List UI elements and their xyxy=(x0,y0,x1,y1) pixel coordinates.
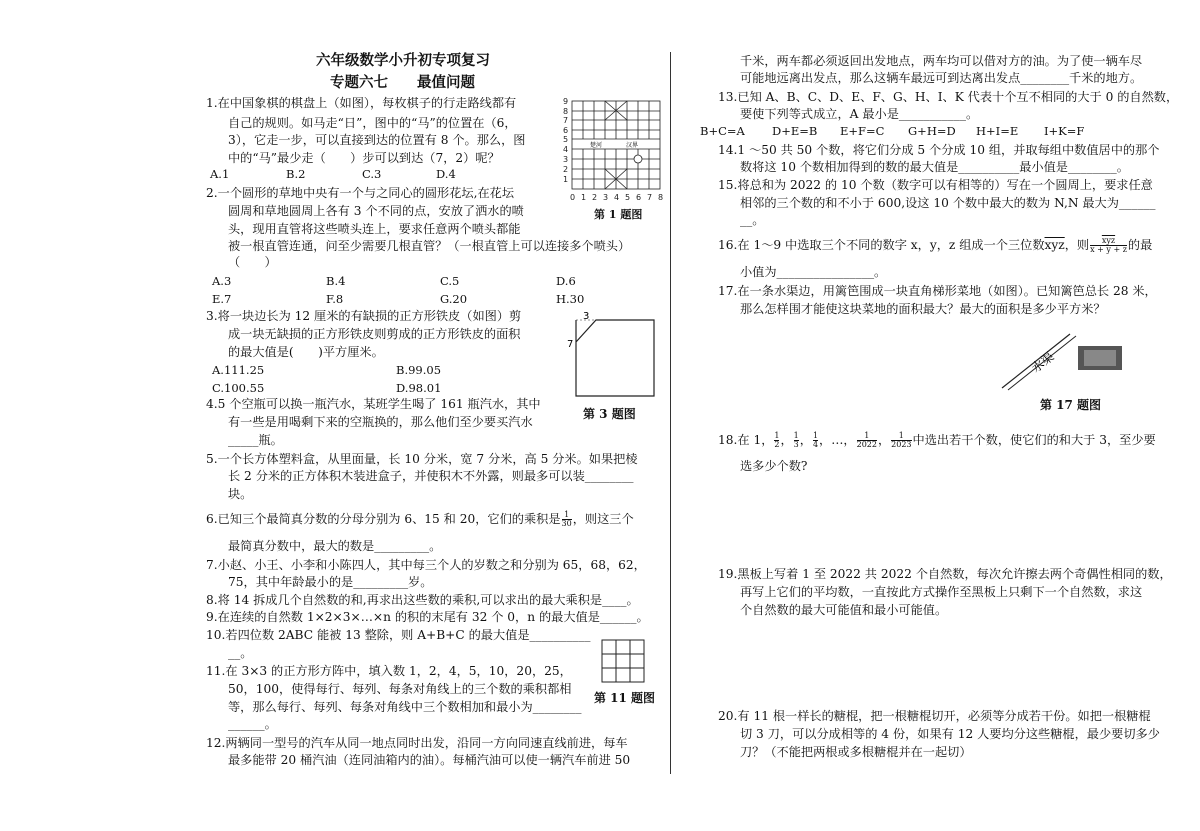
question-line: 19.黑板上写着 1 至 2022 共 2022 个自然数，每次允许擦去两个奇偶性相同的数， xyxy=(718,567,1172,581)
svg-text:3: 3 xyxy=(603,193,609,202)
fraction: $\frac{1}{2023}$ xyxy=(891,431,912,449)
question-line: 18.在 1， $\frac{1}{2}$ ， $\frac{1}{3}$ ， $\frac{1}{4}$ ，…， $\frac{1}{2022}$ ， $\frac{1}{2023}$ 中选出若干个数，使它们的和大于 3，至少要 xyxy=(718,431,1156,449)
question-line: _____瓶。 xyxy=(228,433,283,447)
question-line: 自己的规则。如马走“日”，图中的“马”的位置在（6， xyxy=(228,116,517,130)
question-line: 13.已知 A、B、C、D、E、F、G、H、I、K 代表十个互不相同的大于 0 的自然数， xyxy=(718,90,1179,104)
option: B.4 xyxy=(326,274,346,288)
question-line: 等，那么每行、每列、每条对角线中三个数相加和最小为________ xyxy=(228,700,582,714)
equation: E+F=C xyxy=(840,124,885,138)
question-line: 的最大值是( )平方厘米。 xyxy=(228,345,384,359)
fraction: $\frac{\overline{xyz}}{x + y + z}$ xyxy=(1090,236,1127,254)
option: D.98.01 xyxy=(396,381,442,395)
option: A.1 xyxy=(210,167,230,181)
question-line: 头，现用直管将这些喷头连上，要求任意两个喷头都能 xyxy=(228,222,521,236)
question-line: 小值为________________。 xyxy=(740,265,887,279)
option: C.3 xyxy=(362,167,382,181)
chessboard-figure xyxy=(560,95,666,213)
question-line: （ ） xyxy=(228,255,277,269)
option: G.20 xyxy=(440,292,468,306)
question-line: 最简真分数中，最大的数是_________。 xyxy=(228,539,442,553)
question-line: 7.小赵、小王、小李和小陈四人，其中每三个人的岁数之和分别为 65，68，62， xyxy=(206,558,646,572)
svg-text:1: 1 xyxy=(581,193,587,202)
svg-text:5: 5 xyxy=(625,193,631,202)
question-line: 5.一个长方体塑料盒，从里面量，长 10 分米，宽 7 分米，高 5 分米。如果把棱 xyxy=(206,452,638,466)
question-line: 11.在 3×3 的正方形方阵中，填入数 1，2，4，5，10，20，25， xyxy=(206,664,572,678)
label-seven: 7 xyxy=(567,339,574,350)
svg-text:4: 4 xyxy=(563,145,569,154)
page-subtitle: 专题六七 最值问题 xyxy=(330,74,475,91)
question-line: __。 xyxy=(228,646,253,660)
question-line: 被一根直管连通，问至少需要几根直管？（一根直管上可以连接多个喷头） xyxy=(228,239,631,253)
option: H.30 xyxy=(556,292,585,306)
svg-text:3: 3 xyxy=(563,155,569,164)
question-line: 相邻的三个数的和不小于 600,设这 10 个数中最大的数为 N,N 最大为______ xyxy=(740,196,1156,210)
svg-text:2: 2 xyxy=(563,165,569,174)
question-line: __。 xyxy=(740,213,765,227)
question-line: 选多少个数? xyxy=(740,459,808,473)
equation: H+I=E xyxy=(976,124,1019,138)
svg-text:9: 9 xyxy=(563,97,569,106)
option: F.8 xyxy=(326,292,344,306)
equation: I+K=F xyxy=(1044,124,1085,138)
svg-text:4: 4 xyxy=(614,193,620,202)
damaged-square-figure xyxy=(566,310,662,402)
question-line: 10.若四位数 2ABC 能被 13 整除，则 A+B+C 的最大值是__________ xyxy=(206,628,591,642)
question-line: 个自然数的最大可能值和最小可能值。 xyxy=(740,603,948,617)
svg-text:8: 8 xyxy=(658,193,664,202)
svg-text:6: 6 xyxy=(563,126,569,135)
question-line: 刀？（不能把两根或多根糖棍并在一起切） xyxy=(740,745,972,759)
option: A.3 xyxy=(212,274,232,288)
question-8: 8.将 14 拆成几个自然数的和,再求出这些数的乘积,可以求出的最大乘积是____。 xyxy=(206,593,639,607)
figure-caption: 第 17 题图 xyxy=(1040,398,1102,412)
option: C.5 xyxy=(440,274,460,288)
question-line: 圆周和草地圆周上各有 3 个不同的点，安放了洒水的喷 xyxy=(228,204,524,218)
question-line: 75，其中年龄最小的是_________岁。 xyxy=(228,575,433,589)
question-line: 3），它走一步，可以直接到达的位置有 8 个。那么，图 xyxy=(228,133,526,147)
canal-label: 水渠 xyxy=(1028,349,1057,376)
label-three: 3 xyxy=(583,311,590,322)
figure-caption: 第 1 题图 xyxy=(594,208,643,221)
question-line: 最多能带 20 桶汽油（连同油箱内的油）。每桶汽油可以使一辆汽车前进 50 xyxy=(228,753,631,767)
equation: B+C=A xyxy=(700,124,745,138)
question-line: 长 2 分米的正方体积木装进盒子，并使积木不外露，则最多可以装________ xyxy=(228,469,634,483)
fraction: $\frac{1}{4}$ xyxy=(812,431,819,449)
question-line: 20.有 11 根一样长的糖棍，把一根糖棍切开，必须等分成若干份。如把一根糖棍 xyxy=(718,709,1151,723)
question-line: 14.1 ～50 共 50 个数，将它们分成 5 个分成 10 组，并取每组中数值居中的那个 xyxy=(718,143,1160,157)
question-line: 15.将总和为 2022 的 10 个数（数字可以有相等的）写在一个圆周上，要求任意 xyxy=(718,178,1153,192)
fraction: $\frac{1}{2}$ xyxy=(774,431,780,449)
question-line: 12.两辆同一型号的汽车从同一地点同时出发，沿同一方向同速直线前进，每车 xyxy=(206,736,628,750)
question-line: 2.一个圆形的草地中央有一个与之同心的圆形花坛,在花坛 xyxy=(206,186,515,200)
question-line: 有一些是用喝剩下来的空瓶换的，那么他们至少要买汽水 xyxy=(228,415,533,429)
question-line: 块。 xyxy=(228,487,253,501)
svg-text:1: 1 xyxy=(563,175,569,184)
question-line: 3.将一块边长为 12 厘米的有缺损的正方形铁皮（如图）剪 xyxy=(206,309,522,323)
three-digit-number: $\overline{xyz}$ xyxy=(1044,238,1065,252)
question-line: 1.在中国象棋的棋盘上（如图），每枚棋子的行走路线都有 xyxy=(206,96,517,110)
question-line: 数将这 10 个数相加得到的数的最大值是__________最小值是________。 xyxy=(740,160,1129,174)
question-line: 那么怎样围才能使这块菜地的面积最大？最大的面积是多少平方米？ xyxy=(740,302,1106,316)
svg-text:5: 5 xyxy=(563,135,569,144)
question-line: 千米，两车都必须返回出发地点，两车均可以借对方的油。为了使一辆车尽 xyxy=(740,54,1143,68)
column-divider xyxy=(670,52,671,774)
question-line: 成一块无缺损的正方形铁皮则剪成的正方形铁皮的面积 xyxy=(228,327,521,341)
svg-text:7: 7 xyxy=(647,193,653,202)
fraction: $\frac{1}{2022}$ xyxy=(856,431,877,449)
equation: D+E=B xyxy=(772,124,818,138)
svg-text:8: 8 xyxy=(563,107,569,116)
question-line: 50，100，使得每行、每列、每条对角线上的三个数的乘积都相 xyxy=(228,682,572,696)
river-label-left: 楚河 xyxy=(590,142,603,149)
option: A.111.25 xyxy=(212,363,265,377)
svg-text:6: 6 xyxy=(636,193,642,202)
option: C.100.55 xyxy=(212,381,265,395)
question-line: ______。 xyxy=(228,717,277,731)
question-line: 17.在一条水渠边，用篱笆围成一块直角梯形菜地（如图）。已知篱笆总长 28 米， xyxy=(718,284,1157,298)
fraction: $\frac{1}{30}$ xyxy=(561,510,572,528)
question-line: 切 3 刀，可以分成相等的 4 份，如果有 12 人要均分这些糖棍，最少要切多少 xyxy=(740,727,1160,741)
page-title: 六年级数学小升初专项复习 xyxy=(316,52,490,69)
option: D.6 xyxy=(556,274,576,288)
question-line: 再写上它们的平均数，一直按此方式操作至黑板上只剩下一个自然数，求这 xyxy=(740,585,1143,599)
option: B.2 xyxy=(286,167,306,181)
question-line: 可能地远离出发点，那么这辆车最远可到达离出发点________千米的地方。 xyxy=(740,71,1143,85)
figure-caption: 第 11 题图 xyxy=(594,691,656,705)
fraction: $\frac{1}{3}$ xyxy=(793,431,799,449)
option: E.7 xyxy=(212,292,232,306)
question-line: 4.5 个空瓶可以换一瓶汽水，某班学生喝了 161 瓶汽水，其中 xyxy=(206,397,541,411)
three-by-three-grid-figure xyxy=(600,638,646,684)
svg-text:2: 2 xyxy=(592,193,598,202)
question-line: 中的“马”最少走（ ）步可以到达（7，2）呢？ xyxy=(228,151,500,165)
svg-text:7: 7 xyxy=(563,116,569,125)
equation: G+H=D xyxy=(908,124,956,138)
question-line: 6.已知三个最简真分数的分母分别为 6、15 和 20，它们的乘积是 $\frac{1}{30}$ ，则这三个 xyxy=(206,510,634,528)
svg-text:0: 0 xyxy=(570,193,576,202)
option: B.99.05 xyxy=(396,363,442,377)
river-label-right: 汉界 xyxy=(626,142,639,149)
question-9: 9.在连续的自然数 1×2×3×…×n 的积的末尾有 32 个 0，n 的最大值是______。 xyxy=(206,610,649,624)
question-line: 16.在 1～9 中选取三个不同的数字 x，y，z 组成一个三位数$\overline{xyz}$，则 $\frac{\overline{xyz}}{x + y + z}$ 的最 xyxy=(718,236,1153,254)
option: D.4 xyxy=(436,167,456,181)
figure-caption: 第 3 题图 xyxy=(583,407,636,421)
canal-trapezoid-figure xyxy=(998,330,1130,394)
question-line: 要使下列等式成立，A 最小是___________。 xyxy=(740,107,979,121)
